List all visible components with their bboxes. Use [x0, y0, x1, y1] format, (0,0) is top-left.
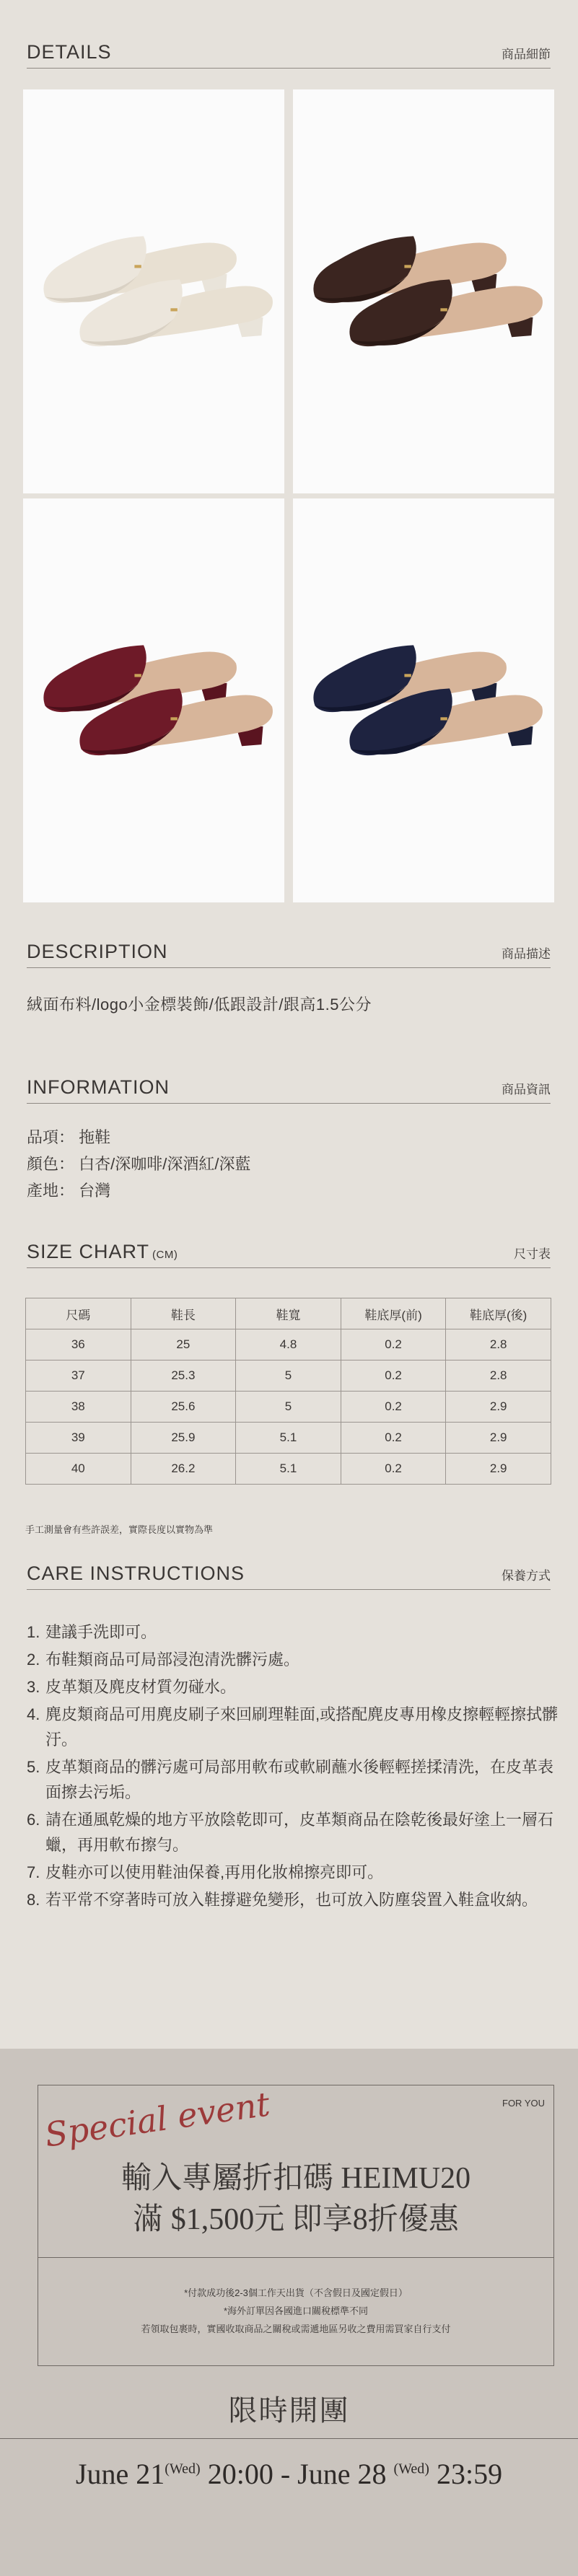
sole-back-cell: 2.8	[446, 1360, 551, 1392]
list-item: 1. 建議手洗即可。	[27, 1623, 157, 1641]
info-item-line: 品項： 拖鞋	[27, 1128, 111, 1146]
length-cell: 25.9	[131, 1423, 236, 1454]
size-table	[25, 1298, 551, 1485]
size-table-header: 鞋長	[131, 1298, 236, 1329]
details-title: DETAILS	[27, 41, 112, 63]
photo-grid	[23, 89, 554, 902]
start-time: 20:00	[207, 2458, 273, 2490]
table-row	[26, 1454, 551, 1485]
size-chart-note: 手工測量會有些許誤差，實際長度以實物為準	[25, 1524, 214, 1535]
event-divider	[38, 2257, 553, 2258]
length-cell: 25.6	[131, 1392, 236, 1423]
list-item: 2. 布鞋類商品可局部浸泡清洗髒污處。	[27, 1650, 300, 1669]
size-chart-unit: (CM)	[152, 1249, 178, 1261]
description-title: DESCRIPTION	[27, 941, 168, 962]
list-item: 5. 皮革類商品的髒污處可局部用軟布或軟刷蘸水後輕輕搓揉清洗，在皮革表面擦去污垢。	[27, 1758, 554, 1801]
discount-offer-line: 滿 $1,500元 即享8折優惠	[133, 2203, 459, 2236]
size-table-header: 尺碼	[26, 1298, 131, 1329]
size-table-header: 鞋底厚(後)	[446, 1298, 551, 1329]
end-time: 23:59	[436, 2458, 503, 2490]
date-separator: -	[280, 2458, 291, 2490]
list-item: 7. 皮鞋亦可以使用鞋油保養,再用化妝棉擦亮即可。	[27, 1863, 384, 1881]
description-header	[27, 943, 551, 968]
length-cell: 25	[131, 1329, 236, 1360]
event-note: *海外訂單因各國進口關稅標準不同	[223, 2305, 369, 2316]
size-chart-header	[27, 1243, 551, 1268]
description-subtitle: 商品描述	[502, 947, 551, 961]
for-you-label: FOR YOU	[502, 2098, 545, 2109]
care-header	[27, 1562, 551, 1590]
event-note: 若領取包裹時，實國收取商品之關稅或需遞地區另收之費用需買家自行支付	[141, 2324, 451, 2334]
product-photo-navy[interactable]	[293, 498, 554, 902]
size-table-header: 鞋底厚(前)	[341, 1298, 446, 1329]
special-event-script: Special event	[42, 2084, 273, 2155]
sole-front-cell: 0.2	[341, 1360, 446, 1392]
list-item: 4. 麂皮類商品可用麂皮刷子來回刷理鞋面,或搭配麂皮專用橡皮擦輕輕擦拭髒汙。	[27, 1705, 559, 1749]
description-text: 絨面布料/logo小金標裝飾/低跟設計/跟高1.5公分	[27, 995, 372, 1014]
size-chart-title: SIZE CHART (CM)	[27, 1241, 178, 1262]
table-row	[26, 1392, 551, 1423]
list-item: 6. 請在通風乾燥的地方平放陰乾即可，皮革類商品在陰乾後最好塗上一層石蠟，再用軟布擦勻。	[27, 1811, 554, 1854]
event-notes	[38, 2284, 553, 2338]
length-cell: 26.2	[131, 1454, 236, 1485]
care-subtitle: 保養方式	[502, 1569, 551, 1583]
end-dow: (Wed)	[393, 2461, 429, 2477]
size-cell: 39	[26, 1423, 131, 1454]
mule-shoe-illustration	[293, 89, 554, 493]
information-subtitle: 商品資訊	[502, 1083, 551, 1096]
width-cell: 5	[236, 1360, 341, 1392]
event-date-range	[0, 2457, 578, 2491]
details-header	[27, 43, 551, 69]
sole-front-cell: 0.2	[341, 1454, 446, 1485]
table-row	[26, 1423, 551, 1454]
product-photo-burgundy[interactable]	[23, 498, 284, 902]
table-row	[26, 1329, 551, 1360]
width-cell: 5.1	[236, 1423, 341, 1454]
information-title: INFORMATION	[27, 1076, 170, 1098]
length-cell: 25.3	[131, 1360, 236, 1392]
table-row	[26, 1360, 551, 1392]
product-photo-brown[interactable]	[293, 89, 554, 493]
width-cell: 4.8	[236, 1329, 341, 1360]
product-photo-ivory[interactable]	[23, 89, 284, 493]
event-box	[38, 2085, 554, 2366]
care-list	[27, 1619, 561, 1915]
mule-shoe-illustration	[23, 89, 284, 493]
info-color-line: 顏色： 白杏/深咖啡/深酒紅/深藍	[27, 1155, 251, 1173]
sole-front-cell: 0.2	[341, 1423, 446, 1454]
information-header	[27, 1078, 551, 1104]
sole-front-cell: 0.2	[341, 1392, 446, 1423]
start-dow: (Wed)	[165, 2461, 201, 2477]
care-title: CARE INSTRUCTIONS	[27, 1562, 245, 1584]
size-table-header-row	[26, 1298, 551, 1329]
date-divider	[0, 2438, 578, 2439]
size-cell: 37	[26, 1360, 131, 1392]
sole-back-cell: 2.9	[446, 1423, 551, 1454]
sole-back-cell: 2.9	[446, 1454, 551, 1485]
end-date: June 28	[297, 2458, 387, 2490]
width-cell: 5.1	[236, 1454, 341, 1485]
size-table-header: 鞋寬	[236, 1298, 341, 1329]
width-cell: 5	[236, 1392, 341, 1423]
special-event-banner	[0, 2049, 578, 2576]
size-chart-subtitle: 尺寸表	[514, 1247, 551, 1261]
list-item: 3. 皮革類及麂皮材質勿碰水。	[27, 1678, 237, 1696]
event-note: *付款成功後2-3個工作天出貨（不含假日及國定假日）	[184, 2287, 408, 2298]
start-date: June 21	[75, 2458, 165, 2490]
size-cell: 38	[26, 1392, 131, 1423]
details-subtitle: 商品細節	[502, 48, 551, 61]
list-item: 8. 若平常不穿著時可放入鞋撐避免變形，也可放入防塵袋置入鞋盒收納。	[27, 1891, 538, 1909]
sole-back-cell: 2.9	[446, 1392, 551, 1423]
sole-back-cell: 2.8	[446, 1329, 551, 1360]
size-cell: 40	[26, 1454, 131, 1485]
discount-code-line: 輸入專屬折扣碼 HEIMU20	[121, 2162, 471, 2195]
size-cell: 36	[26, 1329, 131, 1360]
mule-shoe-illustration	[23, 498, 284, 902]
limited-time-title: 限時開團	[228, 2394, 350, 2427]
sole-front-cell: 0.2	[341, 1329, 446, 1360]
info-origin-line: 產地： 台灣	[27, 1182, 111, 1200]
mule-shoe-illustration	[293, 498, 554, 902]
